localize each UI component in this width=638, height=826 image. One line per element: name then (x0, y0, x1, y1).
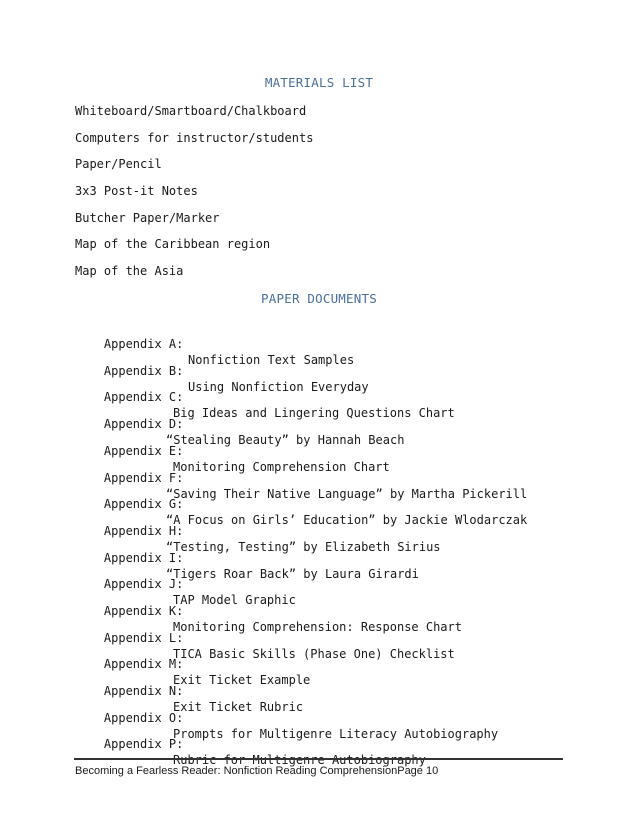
appendix-label: Appendix D: (103, 417, 184, 431)
appendix-title: Prompts for Multigenre Literacy Autobiography (173, 727, 499, 741)
appendix-label: Appendix N: (103, 684, 184, 698)
appendix-label: Appendix M: (103, 657, 184, 671)
appendix-title: Using Nonfiction Everyday (188, 380, 369, 394)
appendix-label: Appendix P: (103, 737, 184, 751)
materials-item: Butcher Paper/Marker (75, 211, 220, 225)
appendix-title: Monitoring Comprehension: Response Chart (173, 620, 462, 634)
paper-documents-heading: PAPER DOCUMENTS (261, 291, 377, 306)
materials-item: Computers for instructor/students (75, 131, 314, 145)
appendix-label: Appendix A: (103, 337, 184, 351)
materials-item: Map of the Asia (75, 264, 184, 278)
appendix-label: Appendix K: (103, 604, 184, 618)
appendix-label: Appendix G: (103, 497, 184, 511)
materials-item: Paper/Pencil (75, 157, 162, 171)
appendix-label: Appendix E: (103, 444, 184, 458)
appendix-title: Exit Ticket Example (173, 673, 311, 687)
appendix-label: Appendix C: (103, 390, 184, 404)
appendix-title: TAP Model Graphic (173, 593, 296, 607)
appendix-title: “A Focus on Girls’ Education” by Jackie Wlodarczak (166, 513, 528, 527)
appendix-title: Exit Ticket Rubric (173, 700, 304, 714)
appendix-title: TICA Basic Skills (Phase One) Checklist (173, 647, 455, 661)
page-footer: Becoming a Fearless Reader: Nonfiction Reading ComprehensionPage 10 (75, 765, 439, 777)
appendix-title: “Stealing Beauty” by Hannah Beach (166, 433, 405, 447)
materials-item: Whiteboard/Smartboard/Chalkboard (75, 104, 307, 118)
appendix-label: Appendix O: (103, 711, 184, 725)
appendix-title: “Testing, Testing” by Elizabeth Sirius (166, 540, 441, 554)
appendix-label: Appendix H: (103, 524, 184, 538)
appendix-label: Appendix J: (103, 577, 184, 591)
materials-list-heading: MATERIALS LIST (264, 75, 374, 90)
appendix-label: Appendix B: (103, 364, 184, 378)
footer-divider (74, 758, 563, 760)
appendix-label: Appendix F: (103, 471, 184, 485)
appendix-label: Appendix L: (103, 631, 184, 645)
appendix-title: “Tigers Roar Back” by Laura Girardi (166, 567, 419, 581)
appendix-title: Nonfiction Text Samples (188, 353, 355, 367)
appendix-label: Appendix I: (103, 551, 184, 565)
materials-item: 3x3 Post-it Notes (75, 184, 198, 198)
appendix-title: Monitoring Comprehension Chart (173, 460, 390, 474)
materials-item: Map of the Caribbean region (75, 237, 271, 251)
appendix-title: Rubric for Multigenre Autobiography (173, 753, 426, 767)
appendix-title: “Saving Their Native Language” by Martha Pickerill (166, 487, 528, 501)
appendix-title: Big Ideas and Lingering Questions Chart (173, 406, 455, 420)
